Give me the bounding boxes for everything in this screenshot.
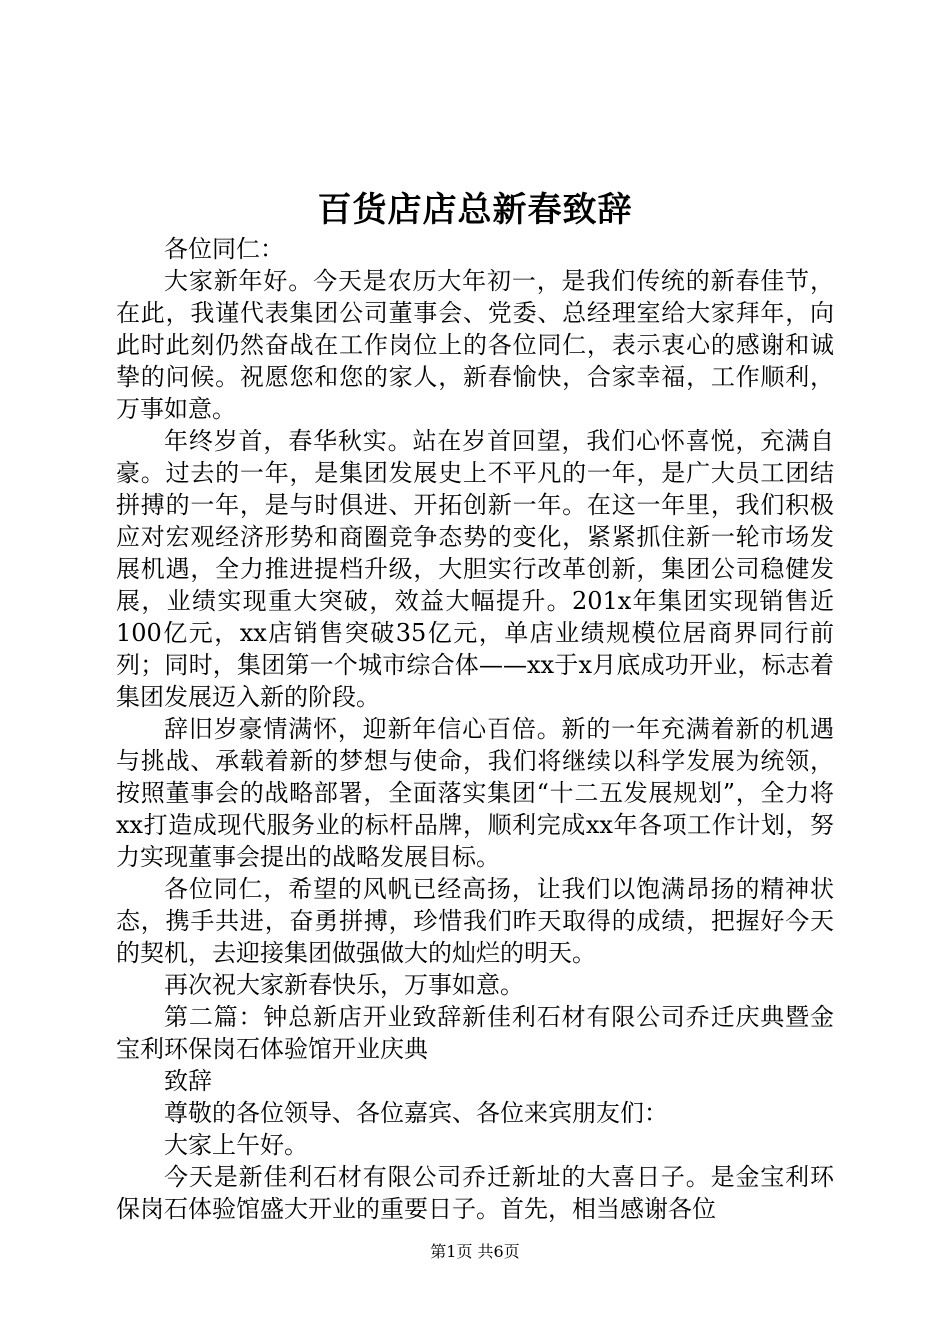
paragraph: 致辞 — [164, 1067, 212, 1095]
paragraph: 尊敬的各位领导、各位嘉宾、各位来宾朋友们： — [164, 1099, 668, 1127]
paragraph: 再次祝大家新春快乐，万事如意。 — [164, 971, 524, 999]
paragraph: 第二篇：钟总新店开业致辞新佳利石材有限公司乔迁庆典暨金宝利环保岗石体验馆开业庆典 — [116, 1003, 834, 1063]
paragraph: 各位同仁： — [164, 235, 284, 263]
document-body — [116, 233, 834, 1225]
paragraph: 今天是新佳利石材有限公司乔迁新址的大喜日子。是金宝利环保岗石体验馆盛大开业的重要日子。首先，相当感谢各位 — [116, 1163, 834, 1223]
paragraph: 大家新年好。今天是农历大年初一，是我们传统的新春佳节，在此，我谨代表集团公司董事会、党委、总经理室给大家拜年，向此时此刻仍然奋战在工作岗位上的各位同仁，表示衷心的感谢和诚挚的问候。祝愿您和您的家人，新春愉快，合家幸福，工作顺利，万事如意。 — [116, 267, 834, 423]
paragraph: 各位同仁，希望的风帆已经高扬，让我们以饱满昂扬的精神状态，携手共进，奋勇拼搏，珍惜我们昨天取得的成绩，把握好今天的契机，去迎接集团做强做大的灿烂的明天。 — [116, 875, 834, 967]
paragraph: 年终岁首，春华秋实。站在岁首回望，我们心怀喜悦，充满自豪。过去的一年，是集团发展史上不平凡的一年，是广大员工团结拼搏的一年，是与时俱进、开拓创新一年。在这一年里，我们积极应对宏观经济形势和商圈竞争态势的变化，紧紧抓住新一轮市场发展机遇，全力推进提档升级，大胆实行改革创新，集团公司稳健发展，业绩实现重大突破，效益大幅提升。201x年集团实现销售近100亿元，xx店销售突破35亿元，单店业绩规模位居商界同行前列；同时，集团第一个城市综合体——xx于x月底成功开业，标志着集团发展迈入新的阶段。 — [116, 427, 834, 711]
document-title: 百货店店总新春致辞 — [317, 190, 633, 230]
page-footer: 第1页 共6页 — [430, 1242, 520, 1261]
paragraph: 辞旧岁豪情满怀，迎新年信心百倍。新的一年充满着新的机遇与挑战、承载着新的梦想与使命，我们将继续以科学发展为统领，按照董事会的战略部署，全面落实集团“十二五发展规划”，全力将xx打造成现代服务业的标杆品牌，顺利完成xx年各项工作计划，努力实现董事会提出的战略发展目标。 — [116, 715, 834, 871]
paragraph: 大家上午好。 — [164, 1131, 308, 1159]
